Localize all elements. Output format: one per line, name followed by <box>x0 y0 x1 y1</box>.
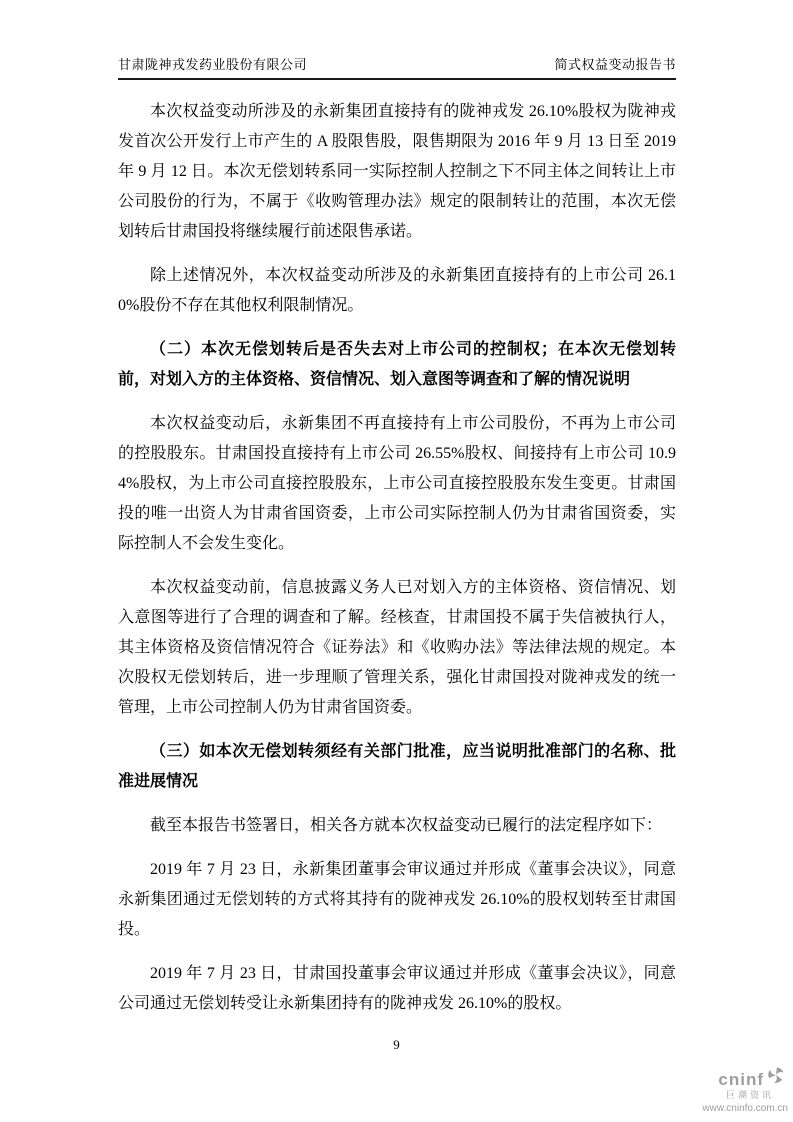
running-header <box>118 54 676 80</box>
paragraph-due-diligence: 本次权益变动前，信息披露义务人已对划入方的主体资格、资信情况、划入意图等进行了合理的调查和了解。经核查，甘肃国投不属于失信被执行人，其主体资格及资信情况符合《证券法》和《收购办法》等法律法规的规定。本次股权无偿划转后，进一步理顺了管理关系，强化甘肃国投对陇神戎发的统一管理，上市公司控制人仍为甘肃省国资委。 <box>118 579 676 716</box>
cninfo-brand-text: cninf <box>718 1070 764 1090</box>
paragraph-guotou-board-resolution: 2019 年 7 月 23 日，甘肃国投董事会审议通过并形成《董事会决议》，同意公司通过无偿划转受让永新集团持有的陇神戎发 26.10%的股权。 <box>118 965 676 1012</box>
cninfo-chinese-name: 巨潮资讯 <box>725 1090 774 1101</box>
paragraph-no-other-restrictions: 除上述情况外，本次权益变动所涉及的永新集团直接持有的上市公司 26.10%股份不存在其他权利限制情况。 <box>118 267 676 314</box>
cninfo-url: www.cninfo.com.cn <box>702 1103 788 1114</box>
header-company-name: 甘肃陇神戎发药业股份有限公司 <box>118 57 308 72</box>
cninfo-logo <box>696 1065 788 1114</box>
document-body <box>118 97 676 1033</box>
cninfo-logo-top <box>696 1065 788 1091</box>
cninfo-swirl-icon <box>764 1065 786 1091</box>
page-number: 9 <box>393 1037 400 1052</box>
paragraph-procedures-intro: 截至本报告书签署日，相关各方就本次权益变动已履行的法定程序如下： <box>150 817 663 834</box>
header-doc-title: 简式权益变动报告书 <box>554 57 676 72</box>
paragraph-yongxin-board-resolution: 2019 年 7 月 23 日，永新集团董事会审议通过并形成《董事会决议》，同意永新集团通过无偿划转的方式将其持有的陇神戎发 26.10%的股权划转至甘肃国投。 <box>118 861 676 938</box>
section-heading-3: （三）如本次无偿划转须经有关部门批准，应当说明批准部门的名称、批准进展情况 <box>118 743 676 790</box>
section-heading-2: （二）本次无偿划转后是否失去对上市公司的控制权；在本次无偿划转前，对划入方的主体资格、资信情况、划入意图等调查和了解的情况说明 <box>118 341 676 388</box>
paragraph-restricted-shares: 本次权益变动所涉及的永新集团直接持有的陇神戎发 26.10%股权为陇神戎发首次公开发行上市产生的 A 股限售股，限售期限为 2016 年 9 月 13 日至 2019 年 9 月 12 日。本次无偿划转系同一实际控制人控制之下不同主体之间转让上市公司股份的行为，不属于《收购管理办法》规定的限制转让的范围，本次无偿划转后甘肃国投将继续履行前述限售承诺。 <box>118 103 676 240</box>
paragraph-control-change: 本次权益变动后，永新集团不再直接持有上市公司股份，不再为上市公司的控股股东。甘肃国投直接持有上市公司 26.55%股权、间接持有上市公司 10.94%股权，为上市公司直接控股股东，上市公司直接控股股东发生变更。甘肃国投的唯一出资人为甘肃省国资委，上市公司实际控制人仍为甘肃省国资委，实际控制人不会发生变化。 <box>118 415 676 552</box>
